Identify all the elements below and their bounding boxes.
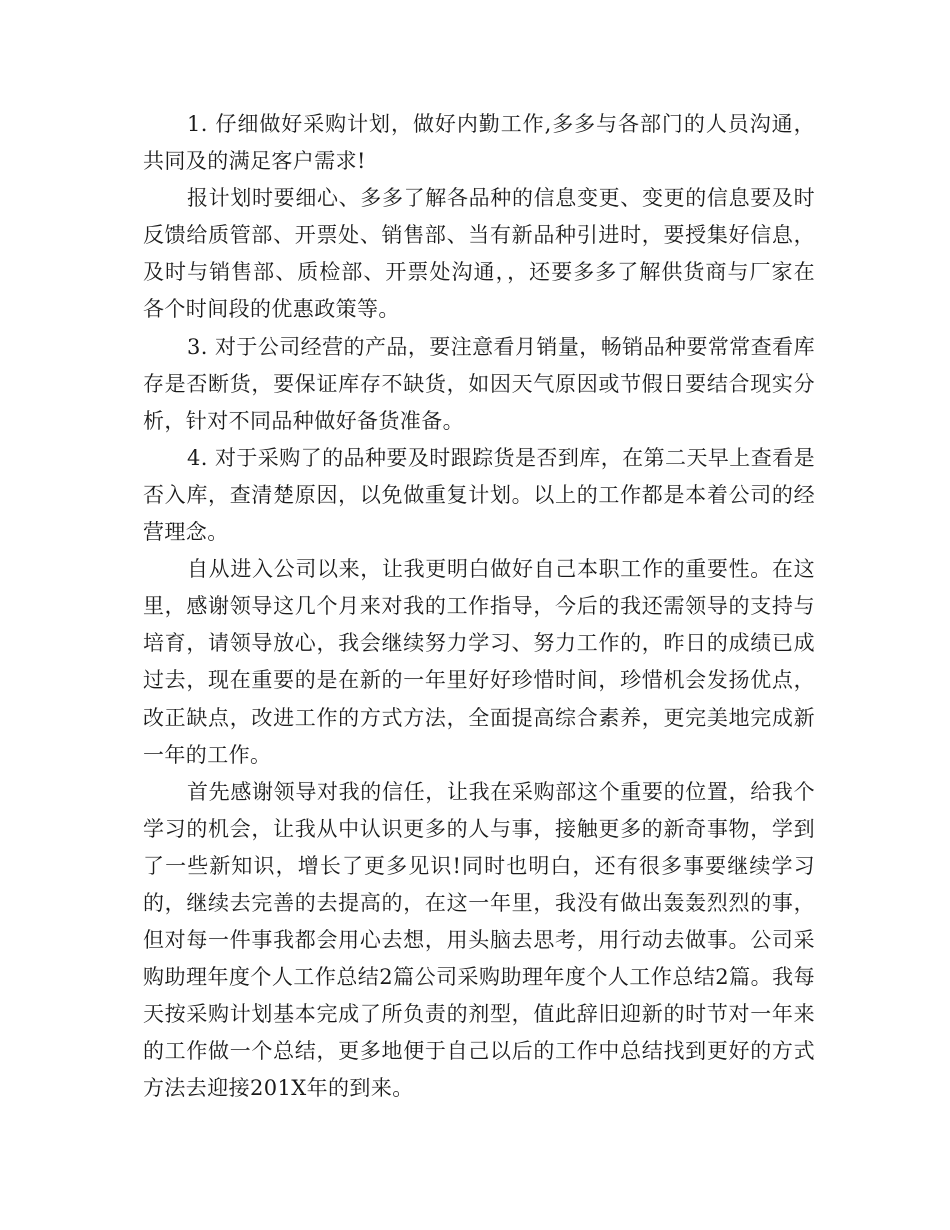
paragraph-item-1: 1. 仔细做好采购计划，做好内勤工作,多多与各部门的人员沟通，共同及的满足客户需求! bbox=[143, 112, 815, 174]
paragraph-thanks-leadership: 首先感谢领导对我的信任，让我在采购部这个重要的位置，给我个学习的机会，让我从中认识更多的人与事，接触更多的新奇事物，学到了一些新知识，增长了更多见识!同时也明白，还有很多事要继续学习的，继续去完善的去提高的，在这一年里，我没有做出轰轰烈烈的事，但对每一件事我都会用心去想，用头脑去思考，用行动去做事。公司采购助理年度个人工作总结2篇公司采购助理年度个人工作总结2篇。我每天按采购计划基本完成了所负责的剂型，值此辞旧迎新的时节对一年来的工作做一个总结，更多地便于自己以后的工作中总结找到更好的方式方法去迎接201X年的到来。 bbox=[143, 779, 815, 1101]
paragraph-item-3: 3. 对于公司经营的产品，要注意看月销量，畅销品种要常常查看库存是否断货，要保证库存不缺货，如因天气原因或节假日要结合现实分析，针对不同品种做好备货准备。 bbox=[143, 334, 815, 433]
document-body bbox=[143, 106, 815, 1108]
paragraph-report-plan: 报计划时要细心、多多了解各品种的信息变更、变更的信息要及时反馈给质管部、开票处、销售部、当有新品种引进时，要授集好信息，及时与销售部、质检部、开票处沟通，，还要多多了解供货商与厂家在各个时间段的优惠政策等。 bbox=[143, 186, 815, 322]
paragraph-since-joining: 自从进入公司以来，让我更明白做好自己本职工作的重要性。在这里，感谢领导这几个月来对我的工作指导，今后的我还需领导的支持与培育，请领导放心，我会继续努力学习、努力工作的，昨日的成绩已成过去，现在重要的是在新的一年里好好珍惜时间，珍惜机会发扬优点，改正缺点，改进工作的方式方法，全面提高综合素养，更完美地完成新一年的工作。 bbox=[143, 557, 815, 767]
paragraph-item-4: 4. 对于采购了的品种要及时跟踪货是否到库，在第二天早上查看是否入库，查清楚原因，以免做重复计划。以上的工作都是本着公司的经营理念。 bbox=[143, 445, 815, 545]
